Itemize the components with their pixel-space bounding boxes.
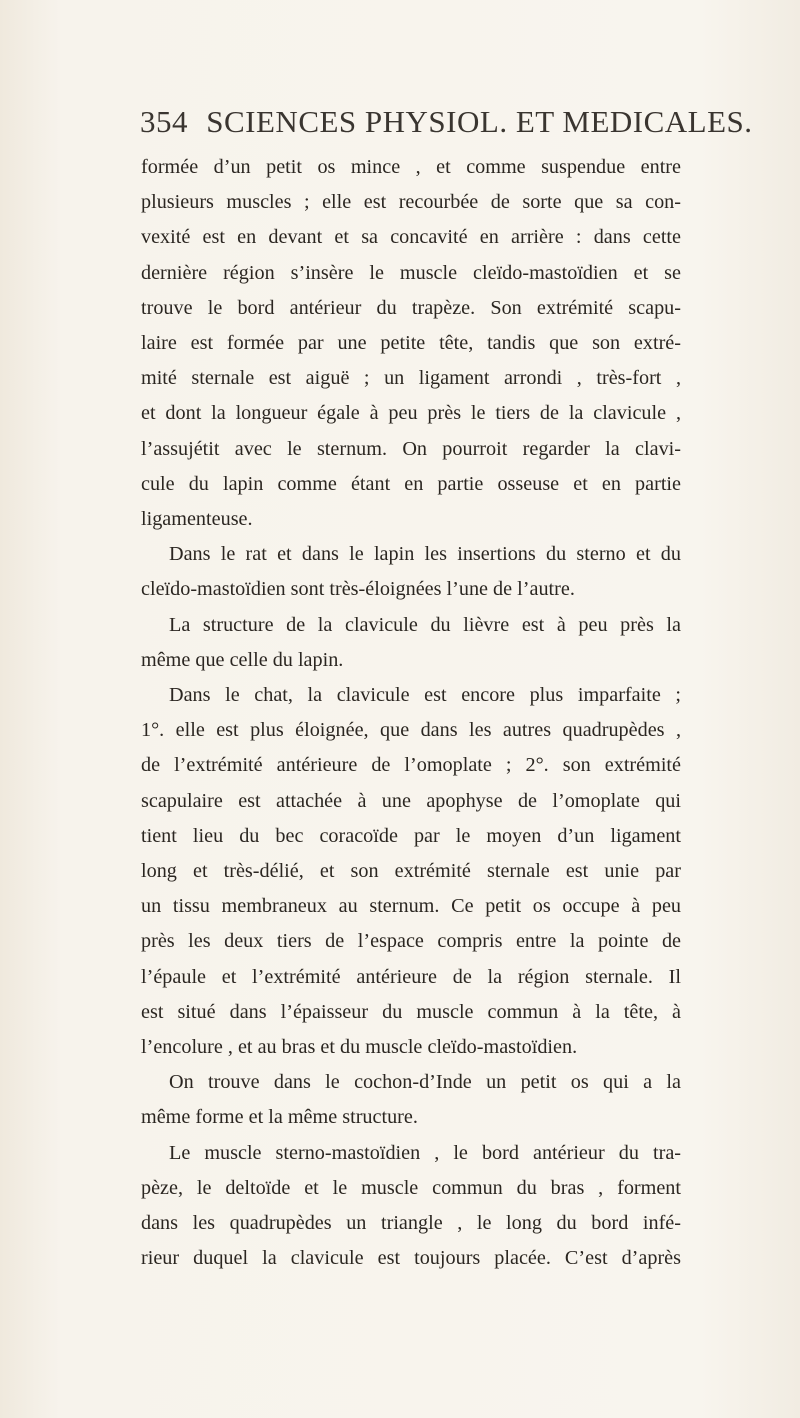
text-line: Dans le chat, la clavicule est encore plus imparfaite ; <box>169 684 681 707</box>
text-line: tient lieu du bec coracoïde par le moyen d’un ligament <box>141 824 681 847</box>
text-line: même que celle du lapin. <box>141 648 344 671</box>
text-line: cleïdo-mastoïdien sont très-éloignées l’une de l’autre. <box>141 578 575 601</box>
text-line: Dans le rat et dans le lapin les insertions du sterno et du <box>169 543 681 566</box>
text-line: l’épaule et l’extrémité antérieure de la région sternale. Il <box>141 965 681 988</box>
text-line: près les deux tiers de l’espace compris entre la pointe de <box>141 930 681 953</box>
text-line: l’encolure , et au bras et du muscle cleïdo-mastoïdien. <box>141 1036 578 1059</box>
text-line: Le muscle sterno-mastoïdien , le bord antérieur du tra- <box>169 1141 681 1164</box>
text-line: rieur duquel la clavicule est toujours placée. C’est d’après <box>141 1247 681 1270</box>
text-line: dans les quadrupèdes un triangle , le long du bord infé- <box>141 1212 681 1235</box>
running-title: SCIENCES PHYSIOL. ET MEDICALES. <box>206 104 753 139</box>
text-line: formée d’un petit os mince , et comme suspendue entre <box>141 156 681 178</box>
text-line: long et très-délié, et son extrémité sternale est unie par <box>141 860 681 883</box>
body-text <box>141 150 681 1277</box>
text-line: mité sternale est aiguë ; un ligament arrondi , très-fort , <box>141 367 681 390</box>
text-line: dernière région s’insère le muscle cleïdo-mastoïdien et se <box>141 261 681 284</box>
text-line: cule du lapin comme étant en partie osseuse et en partie <box>141 472 681 495</box>
text-line: scapulaire est attachée à une apophyse de l’omoplate qui <box>141 789 681 812</box>
text-line: de l’extrémité antérieure de l’omoplate ; 2°. son extrémité <box>141 754 681 777</box>
page-number: 354 <box>140 104 188 139</box>
text-line: et dont la longueur égale à peu près le tiers de la clavicule , <box>141 402 681 425</box>
text-line: pèze, le deltoïde et le muscle commun du bras , forment <box>141 1176 681 1199</box>
text-line: même forme et la même structure. <box>141 1106 418 1129</box>
text-line: l’assujétit avec le sternum. On pourroit regarder la clavi- <box>141 437 681 460</box>
text-line: La structure de la clavicule du lièvre est à peu près la <box>169 613 681 636</box>
text-line: plusieurs muscles ; elle est recourbée de sorte que sa con- <box>141 191 681 214</box>
text-line: trouve le bord antérieur du trapèze. Son extrémité scapu- <box>141 296 681 319</box>
text-line: On trouve dans le cochon-d’Inde un petit os qui a la <box>169 1071 681 1094</box>
text-line: vexité est en devant et sa concavité en arrière : dans cette <box>141 226 681 249</box>
text-line: un tissu membraneux au sternum. Ce petit os occupe à peu <box>141 895 681 918</box>
text-line: laire est formée par une petite tête, tandis que son extré- <box>141 332 681 355</box>
text-line: est situé dans l’épaisseur du muscle commun à la tête, à <box>141 1000 681 1023</box>
text-line: 1°. elle est plus éloignée, que dans les autres quadrupèdes , <box>141 719 681 742</box>
text-line: ligamenteuse. <box>141 508 253 531</box>
running-header <box>140 104 753 140</box>
